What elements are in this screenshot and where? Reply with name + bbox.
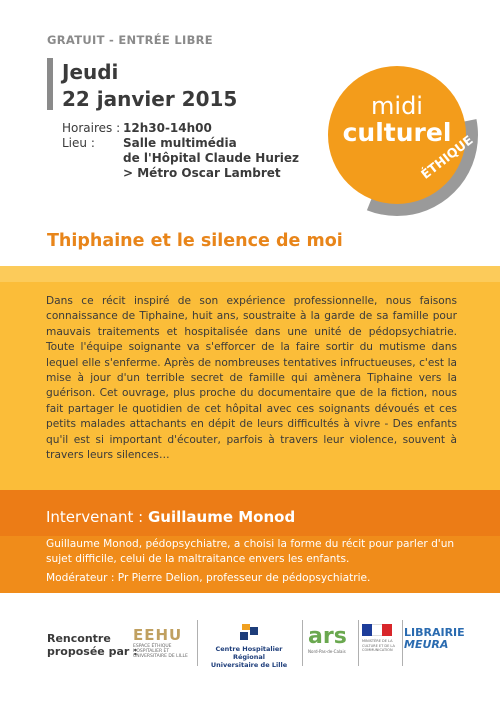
rencontre-label (47, 632, 138, 658)
logo-eehu (133, 626, 193, 659)
librairie-line-1: LIBRAIRIE (404, 626, 465, 639)
event-day: Jeudi (62, 60, 119, 84)
ars-mark: ars (308, 624, 347, 649)
rencontre-line-2: proposée par : (47, 645, 138, 658)
logo-ars (308, 624, 353, 654)
moderator-text: Modérateur : Pr Pierre Delion, professeur de pédopsychiatrie. (46, 572, 371, 584)
chru-line-2: Universitaire de Lille (210, 661, 288, 669)
badge-line-1: midi (371, 92, 423, 120)
chru-line-1: Centre Hospitalier Régional (215, 645, 283, 661)
logo-republique-francaise (362, 624, 404, 653)
midi-culturel-badge (328, 66, 476, 204)
logo-chru (201, 624, 297, 669)
speaker-name: Guillaume Monod (148, 508, 296, 526)
speaker-label: Intervenant : (46, 508, 148, 526)
divider-2 (302, 620, 303, 666)
librairie-line-2: MEURA (404, 638, 449, 651)
lieu-line-3: > Métro Oscar Lambret (123, 166, 281, 180)
top-label: GRATUIT - ENTRÉE LIBRE (47, 33, 213, 47)
event-title: Thiphaine et le silence de moi (47, 231, 343, 251)
event-date: 22 janvier 2015 (62, 87, 238, 111)
lieu-line-1: Salle multimédia (123, 136, 237, 150)
french-flag-icon (362, 624, 392, 636)
chru-emblem-icon (238, 624, 260, 642)
horaires-label: Horaires : (62, 121, 121, 135)
divider-1 (197, 620, 198, 666)
logo-librairie-meura (404, 627, 464, 651)
divider-3 (358, 620, 359, 666)
yellow-panel-top (0, 266, 500, 282)
description-text: Dans ce récit inspiré de son expérience professionnelle, nous faisons connaissance de Tiphaine, huit ans, soustraite à la garde de sa famille pour mauvais traitements et hospitalisée dans une unité de pédopsychiatrie. Toute l'équipe soignante va s'efforcer de la faire sortir du mutisme dans lequel elle s'enferme. Après de nombreuses tentatives infructueuses, c'est la mise à jour d'un terrible secret de famille qui amènera Tiphaine vers la guérison. Cet ouvrage, plus proche du documentaire que de la fiction, nous fait partager le quotidien de cet hôpital avec ces soignants dévoués et ces petits malades attachants en dépit de leurs difficultés à vivre - Des enfants qu'il est si important d'écouter, parfois à travers leur violence, souvent à travers leurs silences… (46, 295, 457, 462)
ars-subtitle: Nord-Pas-de-Calais (308, 649, 346, 654)
date-accent-bar (47, 58, 53, 110)
eehu-subtitle: ESPACE ÉTHIQUE HOSPITALIER ET UNIVERSITAIRE DE LILLE (133, 644, 188, 659)
divider-4 (402, 620, 403, 666)
lieu-label: Lieu : (62, 136, 95, 150)
horaires-value: 12h30-14h00 (123, 121, 212, 135)
speaker-description: Guillaume Monod, pédopsychiatre, a choisi la forme du récit pour parler d'un sujet difficile, celui de la maltraitance envers les enfants. (46, 538, 455, 565)
badge-line-3: ÉTHIQUE (418, 132, 476, 182)
rencontre-line-1: Rencontre (47, 632, 111, 645)
speaker-heading (46, 508, 295, 526)
badge-line-2: culturel (342, 118, 452, 147)
eehu-mark: EEHU (133, 626, 183, 644)
ministry-subtitle: MINISTÈRE DE LA CULTURE ET DE LA COMMUNICATION (362, 639, 395, 652)
lieu-line-2: de l'Hôpital Claude Huriez (123, 151, 300, 165)
